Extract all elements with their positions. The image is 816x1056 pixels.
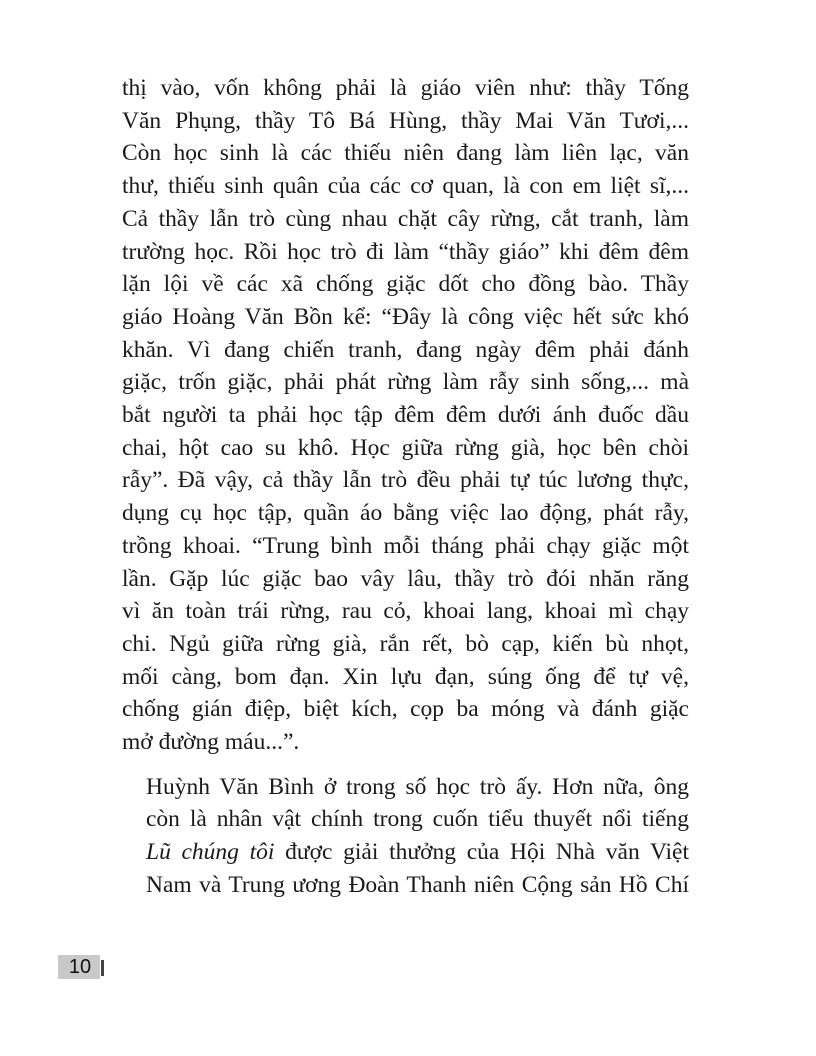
text-line: thư, thiếu sinh quân của các cơ quan, là con em liệt sĩ,... (122, 173, 689, 200)
text-line: Cả thầy lẫn trò cùng nhau chặt cây rừng, cắt tranh, làm (122, 205, 689, 232)
paragraph-1 (122, 72, 689, 759)
text-line: Văn Phụng, thầy Tô Bá Hùng, thầy Mai Văn Tươi,... (122, 107, 689, 134)
book-title: Lũ chúng tôi (146, 839, 275, 866)
text-line-with-book-title (122, 836, 689, 869)
text-line: bắt người ta phải học tập đêm đêm dưới ánh đuốc dầu (122, 402, 689, 429)
text-line: vì ăn toàn trái rừng, rau cỏ, khoai lang, khoai mì chạy (122, 598, 689, 625)
text-line: Huỳnh Văn Bình ở trong số học trò ấy. Hơn nữa, ông (146, 773, 689, 800)
text-line: lần. Gặp lúc giặc bao vây lâu, thầy trò đói nhăn răng (122, 565, 689, 592)
body-text (122, 72, 689, 902)
text-line: giặc, trốn giặc, phải phát rừng làm rẫy sinh sống,... mà (122, 369, 689, 396)
text-line: dụng cụ học tập, quần áo bằng việc lao động, phát rẫy, (122, 500, 689, 527)
page-number: 10 (68, 956, 92, 978)
text-line: giáo Hoàng Văn Bồn kể: “Đây là công việc hết sức khó (122, 303, 689, 330)
text-line: chi. Ngủ giữa rừng già, rắn rết, bò cạp, kiến bù nhọt, (122, 630, 689, 657)
text-line: mở đường máu...”. (122, 729, 300, 756)
text-line: lặn lội về các xã chống giặc dốt cho đồng bào. Thầy (122, 271, 689, 298)
text-line: mối càng, bom đạn. Xin lựu đạn, súng ống để tự vệ, (122, 663, 689, 690)
text-line: trồng khoai. “Trung bình mỗi tháng phải chạy giặc một (122, 532, 689, 559)
text-line: Còn học sinh là các thiếu niên đang làm liên lạc, văn (122, 140, 689, 167)
text-line: chai, hột cao su khô. Học giữa rừng già, học bên chòi (122, 434, 689, 461)
text-line: thị vào, vốn không phải là giáo viên như: thầy Tống (122, 75, 689, 101)
text-line: khăn. Vì đang chiến tranh, đang ngày đêm phải đánh (122, 336, 689, 363)
text-line: chống gián điệp, biệt kích, cọp ba móng và đánh giặc (122, 696, 689, 723)
text-fragment: được giải thưởng của Hội Nhà văn Việt (274, 839, 690, 866)
page-number-marker (101, 960, 104, 976)
text-line: rẫy”. Đã vậy, cả thầy lẫn trò đều phải tự túc lương thực, (122, 467, 689, 494)
text-line: Nam và Trung ương Đoàn Thanh niên Cộng sản Hồ Chí (146, 871, 689, 898)
paragraph-2 (122, 771, 689, 902)
text-line: còn là nhân vật chính trong cuốn tiểu thuyết nổi tiếng (146, 806, 689, 833)
text-line: trường học. Rồi học trò đi làm “thầy giáo” khi đêm đêm (122, 238, 689, 265)
